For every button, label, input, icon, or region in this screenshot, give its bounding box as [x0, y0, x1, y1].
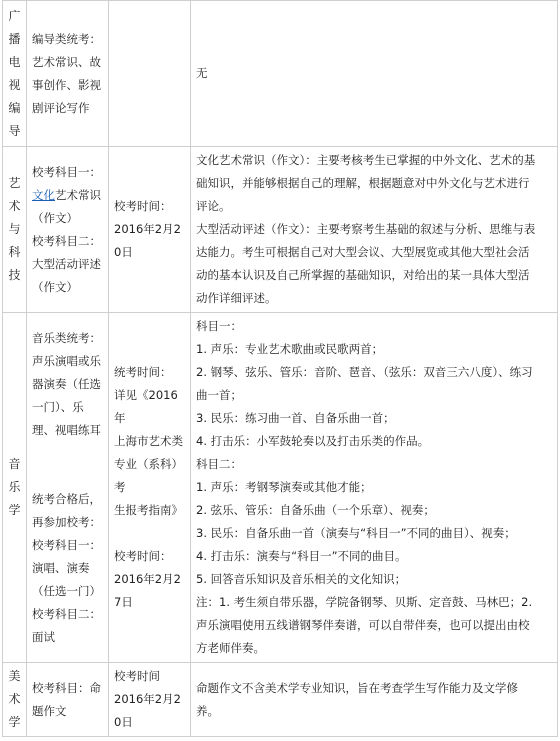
content-cell: 命题作文不含美术学专业知识，旨在考查学生写作能力及文学修 养。: [191, 663, 558, 737]
subjects-cell: 音乐类统考： 声乐演唱或乐 器演奏（任选 一门）、乐 理、视唱练耳 统考合格后， 再参加校考： 校考科目一： 演唱、演奏 （任选一门） 校考科目二： 面试: [27, 313, 109, 663]
time-cell: [109, 1, 191, 147]
subjects-cell: 校考科目：命 题作文: [27, 663, 109, 737]
content-cell: 无: [191, 1, 558, 147]
category-cell: 艺 术 与 科 技: [3, 147, 27, 313]
category-cell: 美 术 学: [3, 663, 27, 737]
subjects-cell: 校考科目一： 文化艺术常识 （作文） 校考科目二： 大型活动评述 （作文）: [27, 147, 109, 313]
content-cell: 科目一： 1. 声乐：专业艺术歌曲或民歌两首； 2. 钢琴、弦乐、管乐：音阶、琶音、（弦乐：双音三六八度）、练习 曲一首； 3. 民乐：练习曲一首、自备乐曲一首； 4. 打击乐：小军鼓轮奏以及打击乐类的作品。 科目二： 1. 声乐：考钢琴演奏或其他才能； 2. 弦乐、管乐：自备乐曲（一个乐章）、视奏； 3. 民乐：自备乐曲一首（演奏与“科目一”不同的曲目）、视奏； 4. 打击乐：演奏与“科目一”不同的曲目。 5. 回答音乐知识及音乐相关的文化知识； 注：1. 考生须自带乐器，学院备钢琴、贝斯、定音鼓、马林巴；2. 声乐演唱使用五线谱钢琴伴奏谱，可以自带伴奏，也可以提出由校 方老师伴奏。: [191, 313, 558, 663]
time-cell: 统考时间： 详见《2016年 上海市艺术类 专业（系科）考 生报考指南》 校考时间： 2016年2月27日: [109, 313, 191, 663]
time-cell: 校考时间 2016年2月20日: [109, 663, 191, 737]
subjects-cell: 编导类统考： 艺术常识、故 事创作、影视 剧评论写作: [27, 1, 109, 147]
table-row-fine-arts: [3, 663, 558, 737]
culture-link[interactable]: 文化: [32, 187, 55, 202]
category-cell: 音 乐 学: [3, 313, 27, 663]
table-row-musicology: [3, 313, 558, 663]
time-cell: 校考时间： 2016年2月20日: [109, 147, 191, 313]
table-row-broadcast: [3, 1, 558, 147]
table-row-art-technology: [3, 147, 558, 313]
category-cell: 广 播 电 视 编 导: [3, 1, 27, 147]
exam-subjects-table: [2, 0, 558, 737]
content-cell: 文化艺术常识（作文）：主要考核考生已掌握的中外文化、艺术的基 础知识，并能够根据自己的理解，根据题意对中外文化与艺术进行 评论。 大型活动评述（作文）：主要考察考生基础的叙述与分析、思维与表 达能力。考生可根据自己对大型会议、大型展览或其他大型社会活 动的基本认识及自己所掌握的基础知识，对给出的某一具体大型活 动作详细评述。: [191, 147, 558, 313]
